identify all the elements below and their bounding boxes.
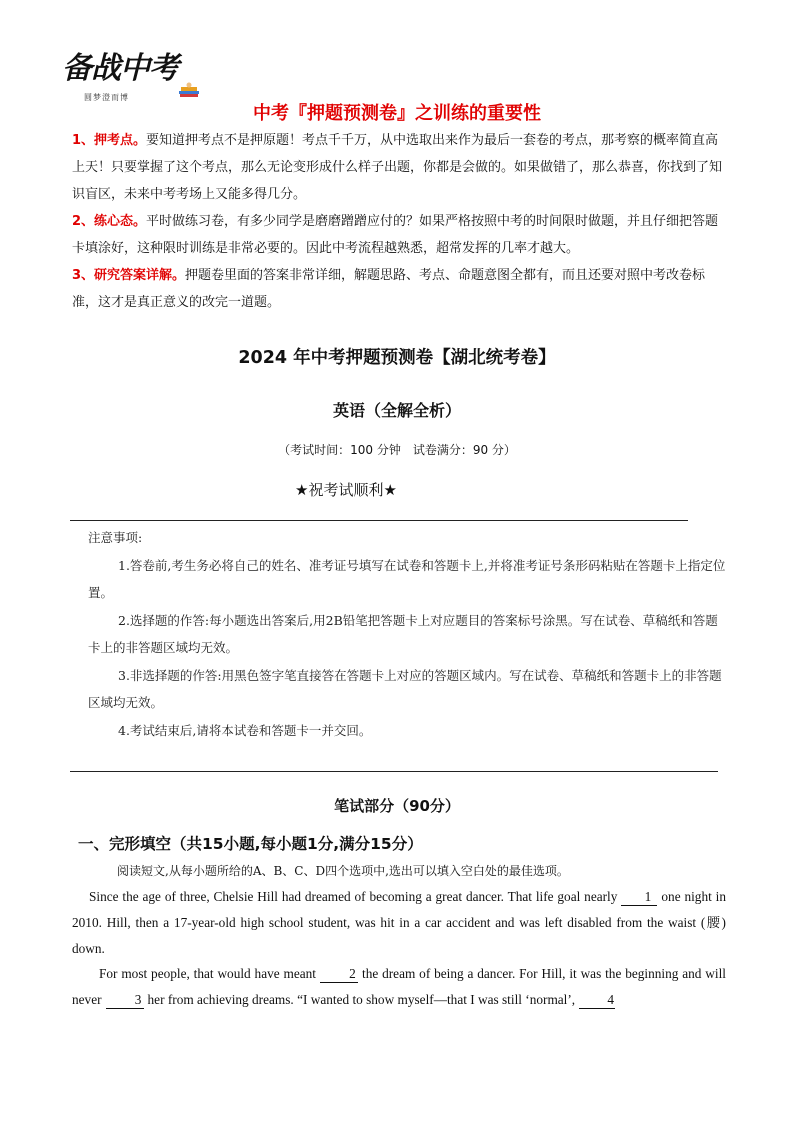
promo-item-head: 2、练心态。 (72, 214, 147, 229)
logo (62, 52, 202, 108)
part-title: 一、完形填空（共15小题,每小题1分,满分15分） (78, 835, 423, 853)
divider-bottom (70, 771, 718, 772)
exam-wish: ★祝考试顺利★ (295, 481, 397, 499)
divider-top (70, 520, 688, 521)
part-instruction: 阅读短文,从每小题所给的A、B、C、D四个选项中,选出可以填入空白处的最佳选项。 (117, 864, 569, 878)
passage-text: For most people, that would have meant (99, 966, 316, 982)
notes-item: 1.答卷前,考生务必将自己的姓名、准考证号填写在试卷和答题卡上,并将准考证号条形码粘贴在答题卡上指定位置。 (88, 557, 726, 600)
notes-section (88, 524, 728, 744)
promo-section (72, 127, 726, 316)
exam-title: 2024 年中考押题预测卷【湖北统考卷】 (238, 348, 556, 368)
notes-item: 2.选择题的作答:每小题选出答案后,用2B铅笔把答题卡上对应题目的答案标号涂黑。写在试卷、草稿纸和答题卡上的非答题区域均无效。 (88, 612, 718, 655)
blank-4: 4 (579, 992, 615, 1009)
promo-item-text: 押题卷里面的答案非常详细，解题思路、考点、命题意图全都有，而且还要对照中考改卷标准，这才是真正意义的改完一道题。 (72, 268, 706, 310)
section-title: 笔试部分（90分） (334, 797, 460, 815)
logo-sub-text: 圆梦澄而博 (84, 93, 129, 102)
blank-2: 2 (320, 966, 358, 983)
promo-item-text: 要知道押考点不是押原题！考点千千万，从中选取出来作为最后一套卷的考点，那考察的概率简直高上天！只要掌握了这个考点，那么无论变形成什么样子出题，你都是会做的。如果做错了，那么恭喜，你找到了知识盲区，未来中考考场上又能多得几分。 (72, 133, 723, 202)
passage-text: her from achieving dreams. “I wanted to show myself—that I was still ‘normal’, (147, 992, 576, 1008)
notes-item: 4.考试结束后,请将本试卷和答题卡一并交回。 (118, 722, 372, 738)
books-icon (178, 82, 200, 98)
promo-item-2 (72, 208, 726, 262)
promo-item-text: 平时做练习卷，有多少同学是磨磨蹭蹭应付的？如果严格按照中考的时间限时做题，并且仔细把答题卡填涂好，这种限时训练是非常必要的。因此中考流程越熟悉，超常发挥的几率才越大。 (72, 214, 719, 256)
promo-title: 中考『押题预测卷』之训练的重要性 (253, 103, 541, 124)
promo-item-1 (72, 127, 726, 208)
exam-subject: 英语（全解全析） (332, 401, 461, 420)
promo-item-head: 3、研究答案详解。 (72, 268, 186, 283)
promo-item-3 (72, 262, 726, 316)
passage-paragraph-2 (72, 961, 726, 1013)
passage-text: one night in 2010. Hill, then a 17-year-old high school student, was hit in a car accident and was left disabled from the waist (腰) down. (72, 889, 727, 956)
passage-text: Since the age of three, Chelsie Hill had dreamed of becoming a great dancer. That life goal nearly (89, 889, 618, 904)
notes-item: 3.非选择题的作答:用黑色签字笔直接答在答题卡上对应的答题区域内。写在试卷、草稿纸和答题卡上的非答题区域均无效。 (88, 667, 722, 710)
passage-paragraph-1 (72, 884, 726, 961)
promo-item-head: 1、押考点。 (72, 133, 147, 148)
passage-text: the dream of being a dancer. For Hill, it was the beginning and will never (72, 966, 726, 1008)
blank-1: 1 (621, 889, 657, 906)
cloze-passage (72, 884, 726, 1013)
exam-info: （考试时间：100 分钟 试卷满分：90 分） (278, 443, 516, 457)
notes-heading: 注意事项: (88, 530, 143, 545)
logo-main-text: 备战中考 (62, 51, 178, 86)
blank-3: 3 (106, 992, 144, 1009)
